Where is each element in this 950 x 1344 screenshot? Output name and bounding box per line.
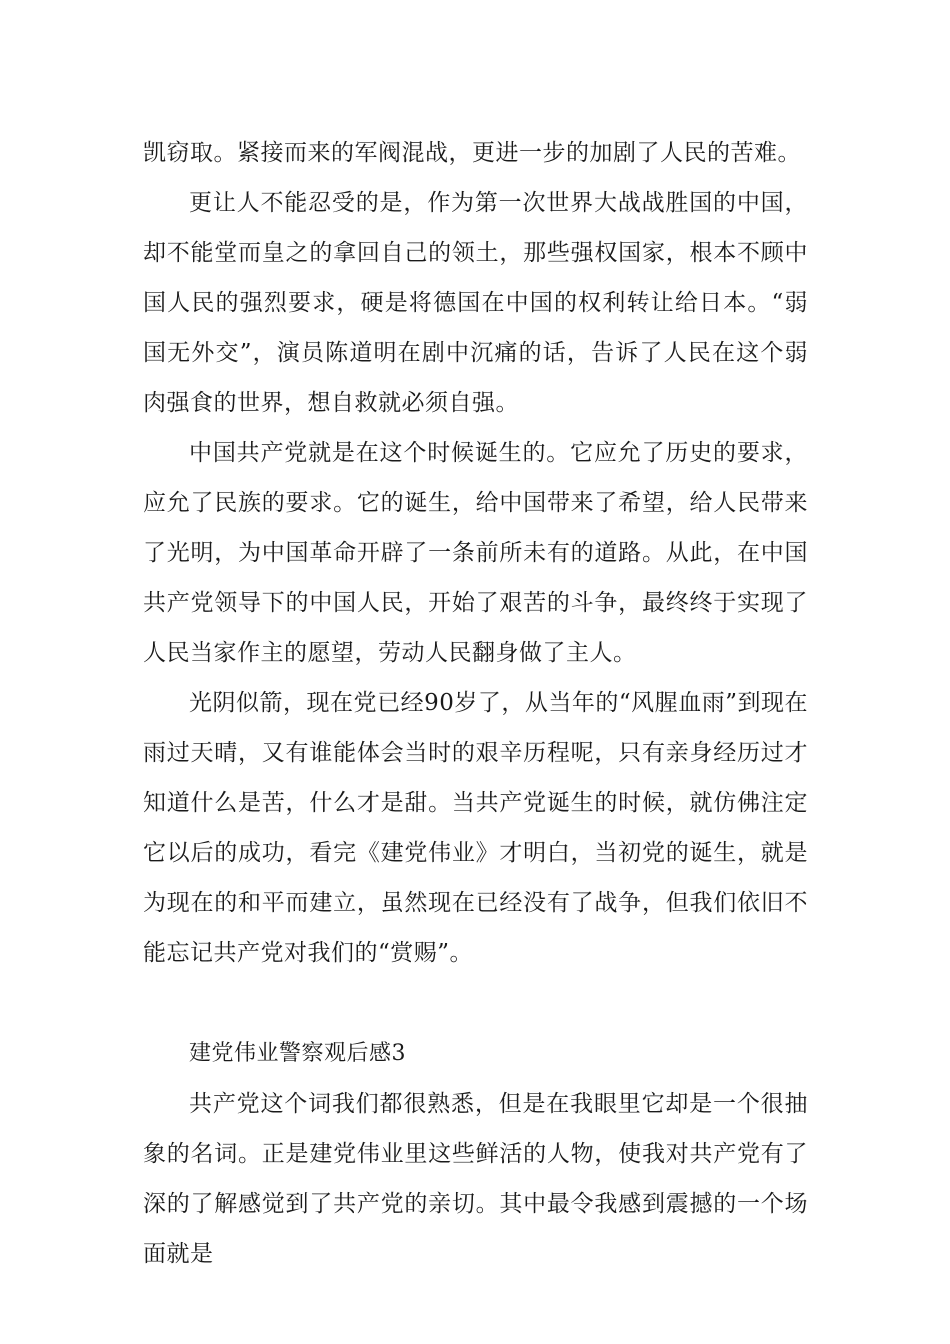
section-title: 建党伟业警察观后感3: [189, 1041, 406, 1066]
paragraph-continued: 凯窃取。紧接而来的军阀混战，更进一步的加剧了人民的苦难。: [143, 140, 801, 166]
paragraph: 光阴似箭，现在党已经90岁了，从当年的“风腥血雨”到现在雨过天晴，又有谁能体会当时的艰辛历程呢，只有亲身经历过才知道什么是苦，什么才是甜。当共产党诞生的时候，就仿佛注定它以后的成功，看完《建党伟业》才明白，当初党的诞生，就是为现在的和平而建立，虽然现在已经没有了战争，但我们依旧不能忘记共产党对我们的“赏赐”。: [143, 690, 808, 966]
document-body: [143, 128, 808, 1279]
paragraph: 共产党这个词我们都很熟悉，但是在我眼里它却是一个很抽象的名词。正是建党伟业里这些鲜活的人物，使我对共产党有了深的了解感觉到了共产党的亲切。其中最令我感到震撼的一个场面就是: [143, 1091, 808, 1267]
paragraph: 更让人不能忍受的是，作为第一次世界大战战胜国的中国，却不能堂而皇之的拿回自己的领土，那些强权国家，根本不顾中国人民的强烈要求，硬是将德国在中国的权利转让给日本。“弱国无外交”，演员陈道明在剧中沉痛的话，告诉了人民在这个弱肉强食的世界，想自救就必须自强。: [143, 190, 808, 416]
paragraph: 中国共产党就是在这个时候诞生的。它应允了历史的要求，应允了民族的要求。它的诞生，给中国带来了希望，给人民带来了光明，为中国革命开辟了一条前所未有的道路。从此，在中国共产党领导下的中国人民，开始了艰苦的斗争，最终终于实现了人民当家作主的愿望，劳动人民翻身做了主人。: [143, 440, 808, 666]
